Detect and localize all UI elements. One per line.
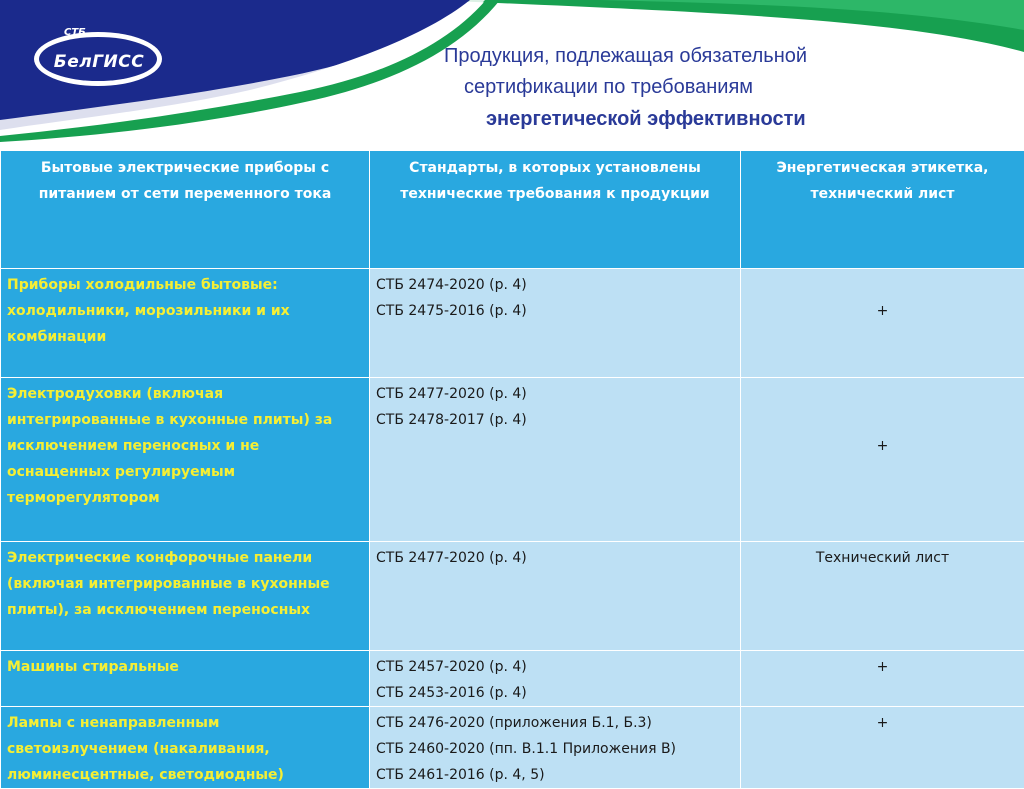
table-row (1, 269, 1024, 378)
standard-item: СТБ 2457-2020 (р. 4) (376, 654, 734, 680)
product-cell: Машины стиральные (1, 651, 370, 707)
label-cell (741, 269, 1024, 378)
standard-item: СТБ 2476-2020 (приложения Б.1, Б.3) (376, 710, 734, 736)
product-cell: Электродуховки (включая интегрированные в кухонные плиты) за исключением переносных и не оснащенных регулируемым терморегулятором (1, 378, 370, 542)
label-cell (741, 378, 1024, 542)
product-cell: Приборы холодильные бытовые: холодильники, морозильники и их комбинации (1, 269, 370, 378)
label-cell (741, 707, 1024, 789)
table-row (1, 707, 1024, 789)
label-cell (741, 651, 1024, 707)
standard-item: СТБ 2474-2020 (р. 4) (376, 272, 734, 298)
standard-item: СТБ 2478-2017 (р. 4) (376, 407, 734, 433)
label-value: + (747, 298, 1018, 324)
standard-item: СТБ 2477-2020 (р. 4) (376, 545, 734, 571)
label-cell (741, 542, 1024, 651)
label-value: + (747, 433, 1018, 459)
label-value: + (877, 715, 889, 731)
standard-item: СТБ 2460-2020 (пп. В.1.1 Приложения В) (376, 736, 734, 762)
product-cell: Электрические конфорочные панели (включая интегрированные в кухонные плиты), за исключением переносных (1, 542, 370, 651)
slide-title-line-1: Продукция, подлежащая обязательной (444, 45, 807, 68)
slide-title-line-2: сертификации по требованиям (464, 76, 753, 99)
standards-cell (370, 707, 741, 789)
column-header-standards: Стандарты, в которых установлены технические требования к продукции (370, 151, 741, 269)
table-row (1, 378, 1024, 542)
table-row (1, 542, 1024, 651)
logo-mark: СТБ (64, 27, 86, 38)
column-header-product: Бытовые электрические приборы с питанием от сети переменного тока (1, 151, 370, 269)
certification-table (0, 150, 1024, 789)
label-value: Технический лист (816, 550, 949, 566)
standard-item: СТБ 2461-2016 (р. 4, 5) (376, 762, 734, 788)
standard-item: СТБ 2477-2020 (р. 4) (376, 381, 734, 407)
slide-header (0, 0, 1024, 150)
standards-cell (370, 651, 741, 707)
standards-cell (370, 542, 741, 651)
table-header-row (1, 151, 1024, 269)
standard-item: СТБ 2475-2016 (р. 4) (376, 298, 734, 324)
logo: БелГИСС (44, 52, 154, 72)
label-value: + (877, 659, 889, 675)
product-cell: Лампы с ненаправленным светоизлучением (накаливания, люминесцентные, светодиодные) (1, 707, 370, 789)
column-header-label: Энергетическая этикетка, технический лист (741, 151, 1024, 269)
table-row (1, 651, 1024, 707)
slide-title-line-3: энергетической эффективности (486, 108, 806, 131)
standards-cell (370, 378, 741, 542)
standards-cell (370, 269, 741, 378)
standard-item: СТБ 2453-2016 (р. 4) (376, 680, 734, 706)
